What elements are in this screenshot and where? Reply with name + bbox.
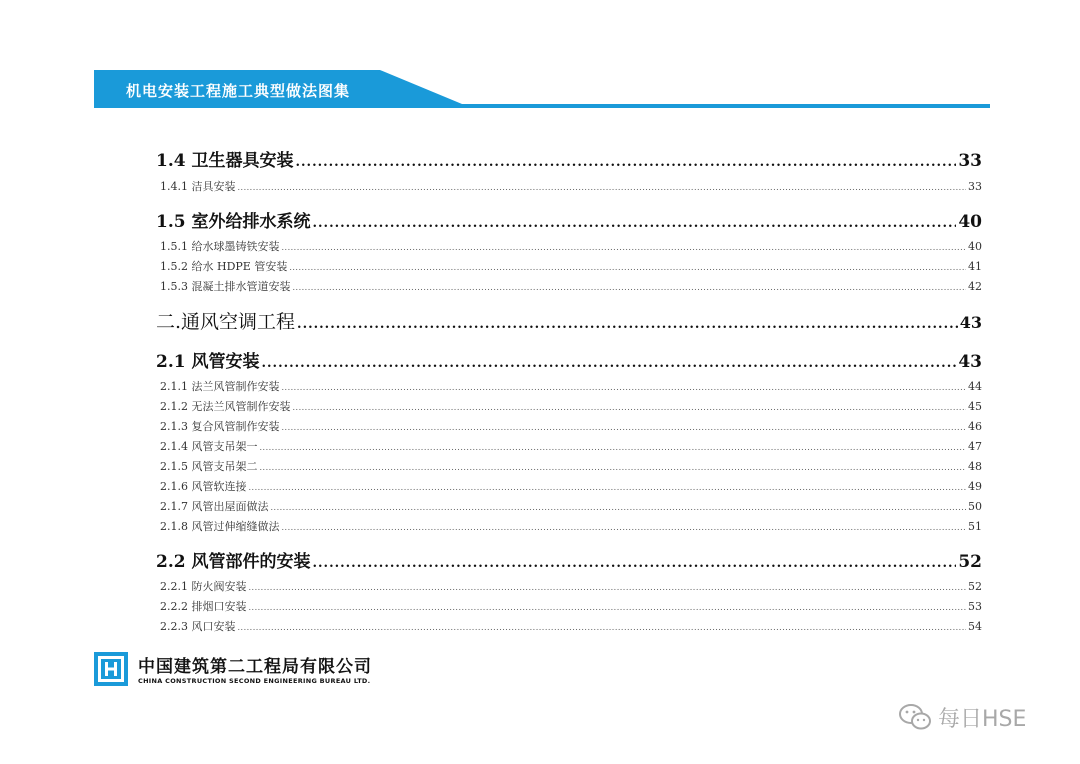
toc-entry-page: 33 (958, 151, 982, 171)
toc-leader-dots (260, 443, 967, 452)
toc-entry-page: 51 (968, 520, 982, 533)
toc-entry-page: 41 (968, 260, 982, 273)
toc-entry[interactable] (156, 347, 982, 372)
toc-entry-title: 2.1.5 风管支吊架二 (160, 460, 258, 473)
toc-entry-page: 54 (968, 620, 982, 633)
toc-entry-title: 1.4.1 洁具安装 (160, 180, 236, 193)
wechat-icon (898, 702, 932, 732)
toc-entry[interactable] (156, 238, 982, 254)
toc-entry-title: 2.1.1 法兰风管制作安装 (160, 380, 280, 393)
toc-entry-title: 2.1.8 风管过伸缩缝做法 (160, 520, 280, 533)
toc-entry[interactable] (156, 178, 982, 194)
toc-leader-dots (262, 356, 957, 371)
toc-entry-page: 40 (968, 240, 982, 253)
toc-entry-title: 2.1.2 无法兰风管制作安装 (160, 400, 291, 413)
toc-entry[interactable] (156, 498, 982, 514)
toc-entry[interactable] (156, 478, 982, 494)
toc-entry-title: 1.5.1 给水球墨铸铁安装 (160, 240, 280, 253)
toc-entry-page: 50 (968, 500, 982, 513)
toc-entry-page: 49 (968, 480, 982, 493)
toc-entry-page: 45 (968, 400, 982, 413)
toc-entry-title: 2.2.3 风口安装 (160, 620, 236, 633)
toc-entry-page: 43 (959, 313, 982, 332)
toc-entry-title: 2.2.1 防火阀安装 (160, 580, 247, 593)
toc-leader-dots (238, 183, 967, 192)
toc-leader-dots (249, 583, 967, 592)
toc-entry[interactable] (156, 307, 982, 334)
toc-leader-dots (282, 383, 967, 392)
toc-entry[interactable] (156, 398, 982, 414)
toc-entry[interactable] (156, 258, 982, 274)
toc-entry-title: 1.5.2 给水 HDPE 管安装 (160, 260, 288, 273)
toc-entry-page: 33 (968, 180, 982, 193)
toc-entry-title: 2.1 风管安装 (156, 352, 260, 372)
company-name-cn: 中国建筑第二工程局有限公司 (138, 657, 372, 677)
toc-leader-dots (249, 483, 967, 492)
toc-entry[interactable] (156, 418, 982, 434)
toc-entry-title: 2.1.6 风管软连接 (160, 480, 247, 493)
toc-entry[interactable] (156, 146, 982, 171)
toc-entry[interactable] (156, 278, 982, 294)
toc-leader-dots (293, 403, 967, 412)
toc-entry[interactable] (156, 598, 982, 614)
toc-entry[interactable] (156, 518, 982, 534)
toc-leader-dots (289, 263, 966, 272)
toc-entry-page: 40 (958, 212, 982, 232)
toc-leader-dots (296, 155, 957, 170)
toc-leader-dots (260, 463, 967, 472)
header-title: 机电安装工程施工典型做法图集 (126, 82, 351, 100)
toc-entry-title: 1.4 卫生器具安装 (156, 151, 294, 171)
toc-leader-dots (282, 243, 967, 252)
toc-leader-dots (313, 556, 957, 571)
toc-entry-title: 2.1.4 风管支吊架一 (160, 440, 258, 453)
toc-entry[interactable] (156, 547, 982, 572)
toc-leader-dots (282, 423, 967, 432)
toc-entry-page: 48 (968, 460, 982, 473)
toc-entry-page: 44 (968, 380, 982, 393)
toc-entry-title: 二.通风空调工程 (156, 311, 296, 333)
toc-entry-page: 52 (968, 580, 982, 593)
toc-entry[interactable] (156, 618, 982, 634)
toc-entry[interactable] (156, 207, 982, 232)
toc-entry[interactable] (156, 458, 982, 474)
toc-entry-title: 2.2 风管部件的安装 (156, 552, 311, 572)
toc-entry-page: 53 (968, 600, 982, 613)
toc-entry-title: 2.1.7 风管出屋面做法 (160, 500, 269, 513)
toc-entry-page: 52 (958, 552, 982, 572)
toc-entry[interactable] (156, 378, 982, 394)
toc-leader-dots (313, 216, 957, 231)
toc-entry-page: 42 (968, 280, 982, 293)
toc-leader-dots (249, 603, 967, 612)
toc-entry-page: 46 (968, 420, 982, 433)
toc-leader-dots (282, 523, 967, 532)
watermark (898, 700, 1026, 734)
company-name-en: CHINA CONSTRUCTION SECOND ENGINEERING BUREAU LTD. (138, 677, 371, 685)
toc-leader-dots (293, 283, 967, 292)
toc-entry-page: 47 (968, 440, 982, 453)
toc-entry-title: 1.5 室外给排水系统 (156, 212, 311, 232)
toc-entry-title: 2.2.2 排烟口安装 (160, 600, 247, 613)
toc-entry-page: 43 (958, 352, 982, 372)
cscec-logo-icon (94, 652, 128, 686)
toc-entry[interactable] (156, 578, 982, 594)
watermark-text: 每日HSE (938, 706, 1027, 732)
toc-entry-title: 2.1.3 复合风管制作安装 (160, 420, 280, 433)
toc-leader-dots (297, 317, 958, 332)
toc-entry-title: 1.5.3 混凝土排水管道安装 (160, 280, 291, 293)
toc-entry[interactable] (156, 438, 982, 454)
toc-leader-dots (271, 503, 967, 512)
toc-leader-dots (238, 623, 967, 632)
